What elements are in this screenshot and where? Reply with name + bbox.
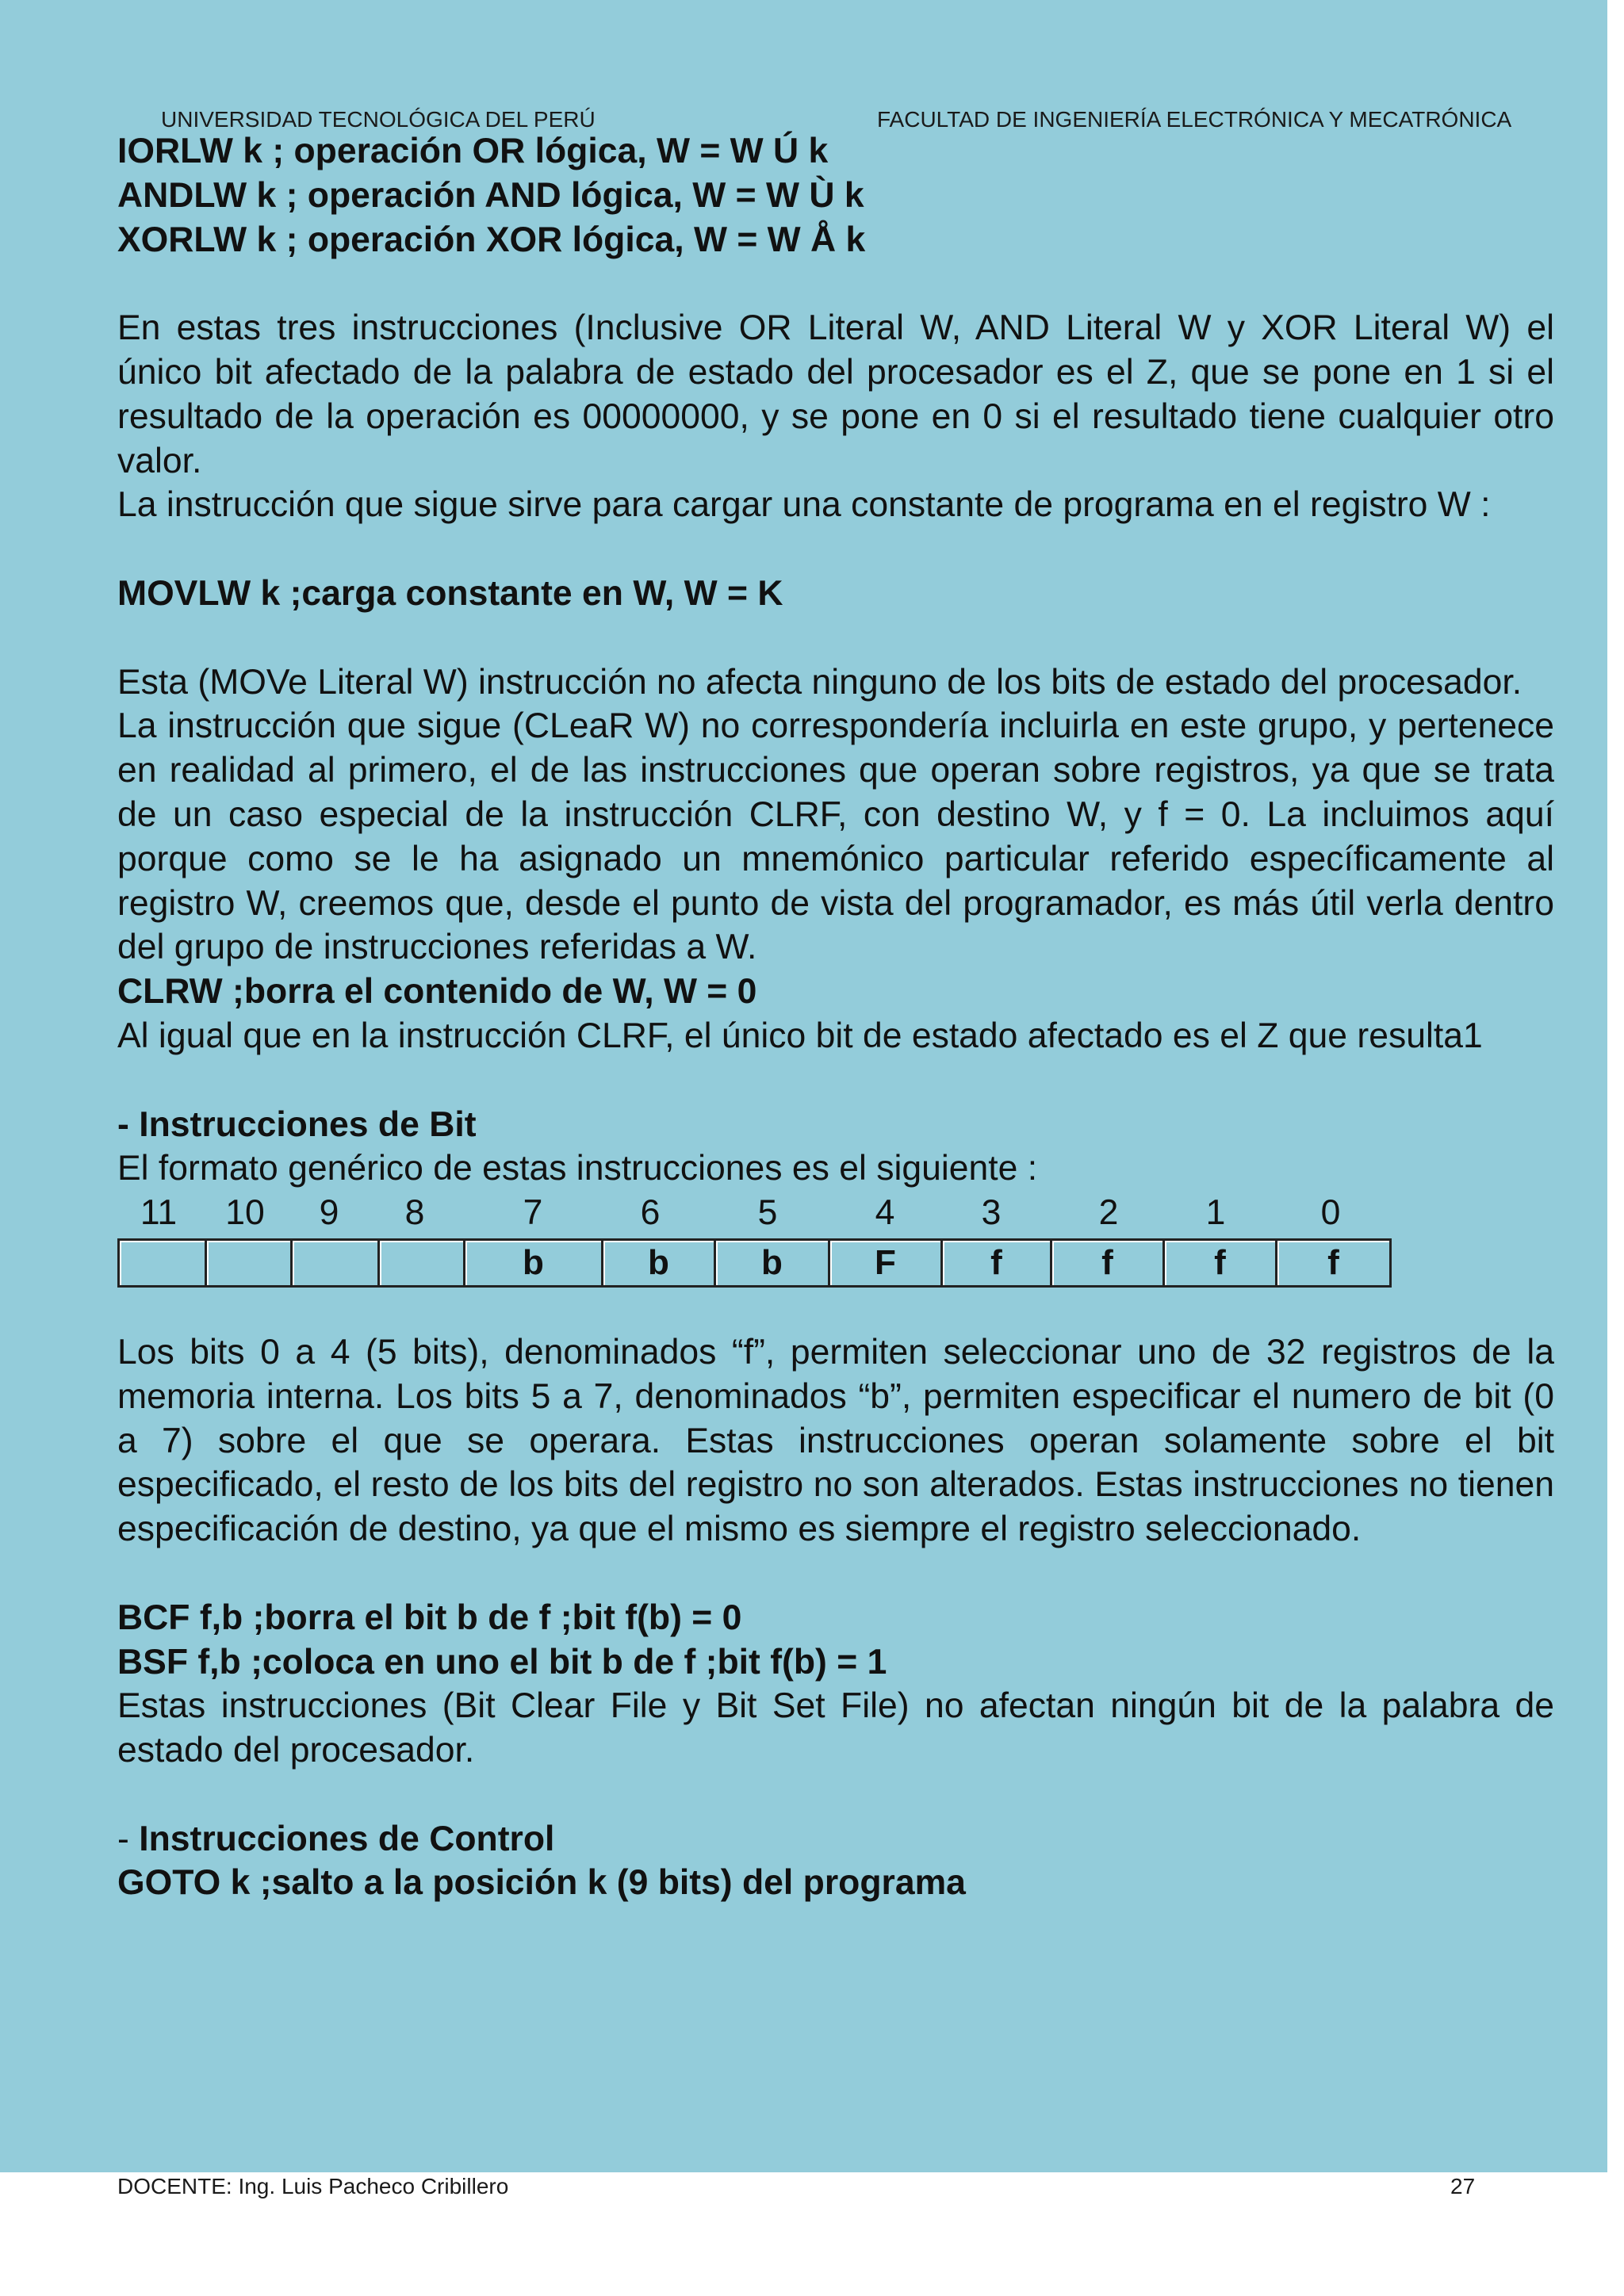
paragraph-bit-fields: Los bits 0 a 4 (5 bits), denominados “f”, permiten seleccionar uno de 32 registros de la memoria interna. Los bits 5 a 7, denominados “b”, permiten especificar el numero de bit (0 a 7) sobre el que se operara. Estas instrucciones operan solamente sobre el bit especificado, el resto de los bits del registro no son alterados. Estas instrucciones no tienen especificación de destino, ya que el mismo es siempre el registro seleccionado. (117, 1332, 1554, 1549)
bit-number-4: 4 (875, 1193, 895, 1233)
bit-number-10: 10 (225, 1193, 265, 1233)
paragraph-movlw-intro: La instrucción que sigue sirve para cargar una constante de programa en el registro W : (117, 485, 1491, 525)
section-heading-bit-instructions: - Instrucciones de Bit (117, 1104, 477, 1144)
paragraph-logic-flags: En estas tres instrucciones (Inclusive OR Literal W, AND Literal W y XOR Literal W) el único bit afectado de la palabra de estado del procesador es el Z, que se pone en 1 si el resultado de la operación es 00000000, y se pone en 0 si el resultado tiene cualquier otro valor. (117, 308, 1554, 480)
instruction-bsf: BSF f,b ;coloca en uno el bit b de f ;bit f(b) = 1 (117, 1642, 887, 1682)
paragraph-clrw-flags: Al igual que en la instrucción CLRF, el único bit de estado afectado es el Z que resulta1 (117, 1016, 1483, 1055)
instruction-xorlw: XORLW k ; operación XOR lógica, W = W Å k (117, 220, 866, 259)
bit-number-6: 6 (640, 1193, 661, 1233)
instruction-movlw: MOVLW k ;carga constante en W, W = K (117, 573, 783, 613)
paragraph-movlw-flags: Esta (MOVe Literal W) instrucción no afecta ninguno de los bits de estado del procesador. (117, 662, 1522, 702)
bit-cell-11 (117, 1238, 207, 1288)
bit-format-intro: El formato genérico de estas instrucciones es el siguiente : (117, 1149, 1038, 1188)
bit-cell-10 (205, 1238, 293, 1288)
page-number: 27 (1450, 2174, 1476, 2198)
bit-number-row (117, 1191, 1554, 1235)
bit-cell-2: f (1050, 1238, 1165, 1288)
instruction-goto: GOTO k ;salto a la posición k (9 bits) del programa (117, 1863, 966, 1903)
paragraph-clrw-intro: La instrucción que sigue (CLeaR W) no correspondería incluirla en este grupo, y pertenece en realidad al primero, el de las instrucciones que operan sobre registros, ya que se trata de un caso especial de la instrucción CLRF, con destino W, y f = 0. La incluimos aquí porque como se le ha asignado un mnemónico particular referido específicamente al registro W, creemos que, desde el punto de vista del programador, es más útil verla dentro del grupo de instrucciones referidas a W. (117, 706, 1554, 967)
bit-cell-1: f (1162, 1238, 1277, 1288)
section-heading-control-instructions: - Instrucciones de Control (117, 1819, 555, 1858)
footer-teacher: DOCENTE: Ing. Luis Pacheco Cribillero (117, 2174, 509, 2198)
bit-cell-5: b (714, 1238, 830, 1288)
bit-cell-4: F (828, 1238, 943, 1288)
bit-cell-8 (377, 1238, 465, 1288)
document-body (117, 129, 1554, 1905)
bit-number-9: 9 (319, 1193, 339, 1233)
bit-number-11: 11 (140, 1193, 178, 1233)
instruction-bcf: BCF f,b ;borra el bit b de f ;bit f(b) = 0 (117, 1598, 742, 1637)
instruction-andlw: ANDLW k ; operación AND lógica, W = W Ù k (117, 175, 864, 215)
bit-number-8: 8 (404, 1193, 425, 1233)
bit-number-0: 0 (1320, 1193, 1341, 1233)
bit-cell-3: f (940, 1238, 1052, 1288)
bit-cell-0: f (1275, 1238, 1392, 1288)
bit-number-1: 1 (1205, 1193, 1226, 1233)
bit-cell-7: b (463, 1238, 603, 1288)
bit-number-3: 3 (981, 1193, 1002, 1233)
bit-format-table (117, 1238, 1554, 1289)
instruction-iorlw: IORLW k ; operación OR lógica, W = W Ú k (117, 132, 829, 170)
paragraph-bit-flags: Estas instrucciones (Bit Clear File y Bit Set File) no afectan ningún bit de la palabra de estado del procesador. (117, 1686, 1554, 1770)
bit-cell-9 (290, 1238, 380, 1288)
header-university: UNIVERSIDAD TECNOLÓGICA DEL PERÚ (161, 107, 596, 132)
bit-cell-6: b (601, 1238, 716, 1288)
instruction-clrw: CLRW ;borra el contenido de W, W = 0 (117, 972, 757, 1012)
header-faculty: FACULTAD DE INGENIERÍA ELECTRÓNICA Y MECATRÓNICA (877, 107, 1512, 132)
bit-number-5: 5 (757, 1193, 778, 1233)
bit-number-7: 7 (523, 1193, 543, 1233)
bit-number-2: 2 (1098, 1193, 1119, 1233)
